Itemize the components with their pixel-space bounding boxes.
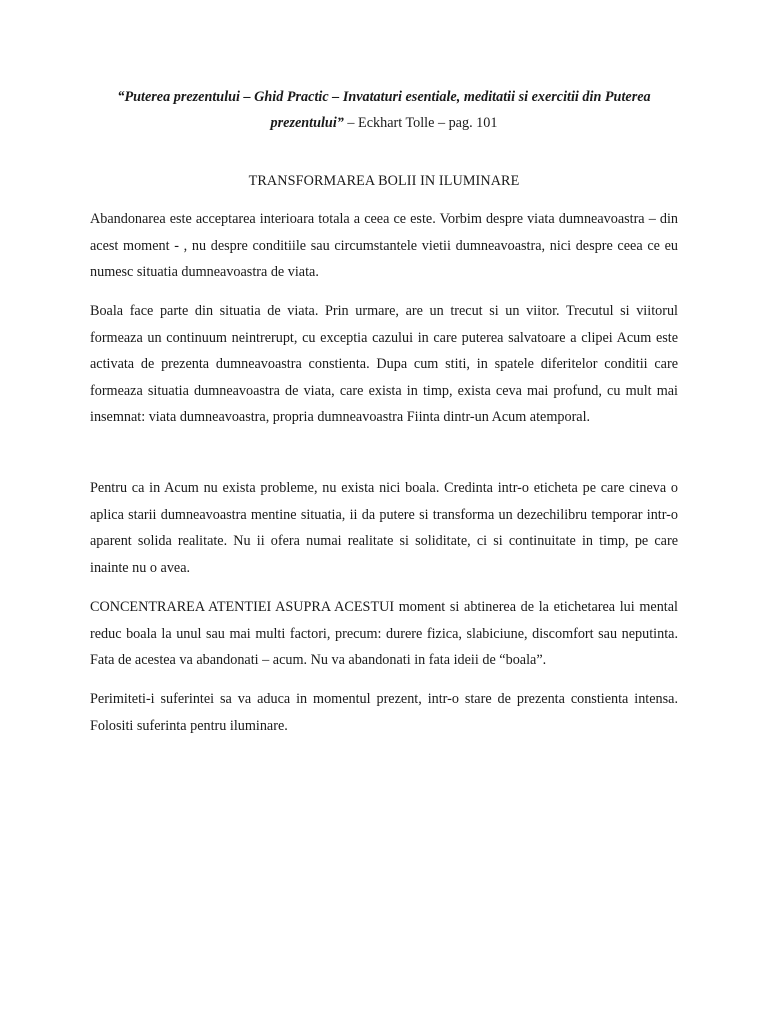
book-title: “Puterea prezentului – Ghid Practic – Invataturi esentiale, meditatii si exercitii din Puterea prezentului”	[117, 89, 651, 131]
paragraph-1: Abandonarea este acceptarea interioara totala a ceea ce este. Vorbim despre viata dumneavoastra – din acest moment - , nu despre conditiile sau circumstantele vietii dumneavoastra, nici despre ceea ce eu numesc situatia dumneavoastra de viata.	[90, 211, 678, 281]
paragraph-5: Perimiteti-i suferintei sa va aduca in momentul prezent, intr-o stare de prezenta constienta intensa. Folositi suferinta pentru iluminare.	[90, 691, 678, 734]
paragraph-2: Boala face parte din situatia de viata. Prin urmare, are un trecut si un viitor. Trecutul si viitorul formeaza un continuum neintrerupt, cu exceptia cazului in care puterea salvatoare a clipei Acum este activata de prezenta dumneavoastra constienta. Dupa cum stiti, in spatele diferitelor conditii care formeaza situatia dumneavoastra de viata, care exista in timp, exista ceva mai profund, cu mult mai insemnat: viata dumneavoastra, propria dumneavoastra Fiinta dintr-un Acum atemporal.	[90, 303, 678, 426]
section-title: TRANSFORMAREA BOLII IN ILUMINARE	[248, 173, 520, 189]
document-heading	[90, 84, 678, 136]
author-page-reference: – Eckhart Tolle – pag. 101	[343, 115, 498, 131]
paragraph-4: CONCENTRAREA ATENTIEI ASUPRA ACESTUI moment si abtinerea de la etichetarea lui mental reduc boala la unul sau mai multi factori, precum: durere fizica, slabiciune, discomfort sau neputinta. Fata de acestea va abandonati – acum. Nu va abandonati in fata ideii de “boala”.	[90, 599, 678, 669]
paragraph-3: Pentru ca in Acum nu exista probleme, nu exista nici boala. Credinta intr-o eticheta pe care cineva o aplica starii dumneavoastra mentine situatia, ii da putere si transforma un dezechilibru temporar intr-o aparent solida realitate. Nu ii ofera numai realitate si soliditate, ci si continuitate in timp, pe care inainte nu o avea.	[90, 480, 678, 576]
